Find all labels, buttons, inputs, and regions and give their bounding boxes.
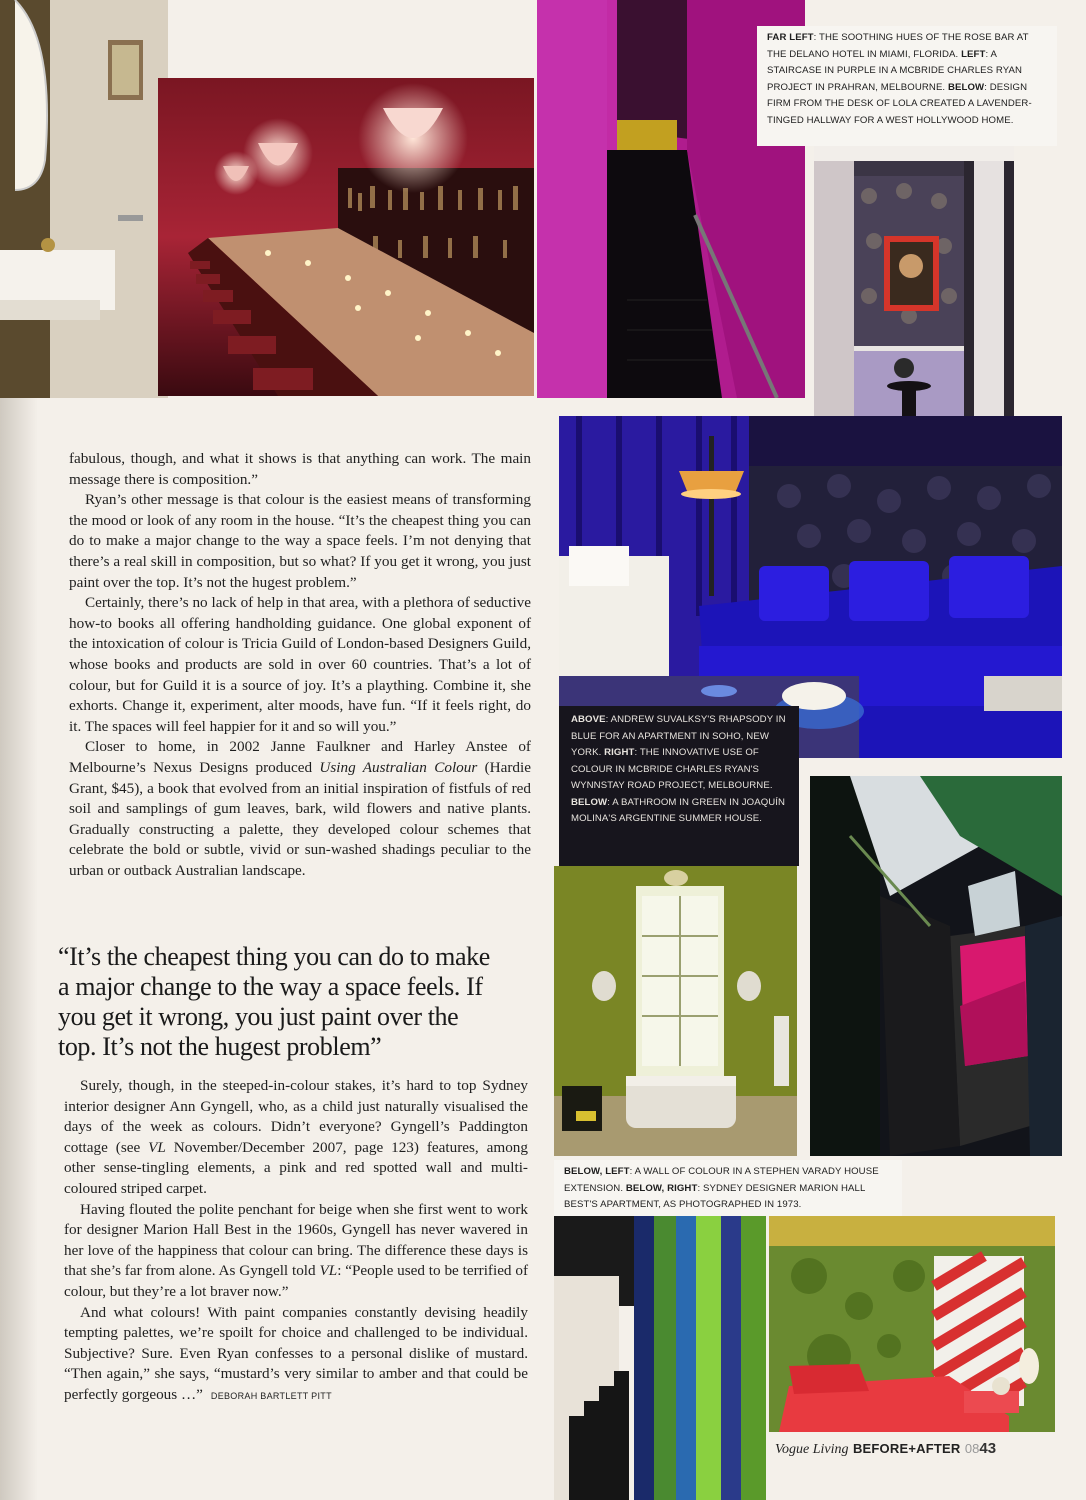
paragraph: Surely, though, in the steeped-in-colour stakes, it’s hard to top Sydney interior designer Ann Gyngell, who, as a child just naturally visualised the days of the week as colours. Didn’t everyone? Gyngell’s Paddington cottage (see VL November/December 2007, page 123) features, among other sense-tingling elements, a pink and red spotted wall and multi-coloured striped carpet. [64, 1077, 528, 1197]
book-title: Using Australian Colour [319, 758, 478, 776]
section-name: BEFORE+AFTER [852, 1441, 961, 1456]
photo-lavender-hallway [814, 146, 1014, 448]
article-body-lower [64, 1076, 528, 1407]
photo-green-bathroom [554, 866, 797, 1156]
page-footer [775, 1440, 996, 1458]
pull-quote: “It’s the cheapest thing you can do to make a major change to the way a space feels. If you get it wrong, you just paint over the top. It’s not the hugest problem” [58, 942, 490, 1061]
photo-wynnstay-road [810, 776, 1062, 1156]
photo-marion-hall-best-apartment [769, 1216, 1055, 1432]
paragraph: Having flouted the polite penchant for beige when she first went to work for designer Marion Hall Best in the 1960s, Gyngell has never wavered in her love of the happiness that colour can bring. The difference these days is that she’s far from alone. As Gyngell told VL: “People used to be terrified of colour, but they’re a lot braver now.” [64, 1200, 529, 1300]
magazine-name: Vogue Living [775, 1442, 849, 1457]
page-number: 43 [979, 1440, 997, 1457]
photo-rose-bar [158, 78, 534, 396]
author-byline: DEBORAH BARTLETT PITT [210, 1390, 332, 1401]
caption-middle: ABOVE: ANDREW SUVALKSY'S RHAPSODY IN BLUE FOR AN APARTMENT IN SOHO, NEW YORK. RIGHT: THE INNOVATIVE USE OF COLOUR IN MCBRIDE CHARLES RYAN'S WYNNSTAY ROAD PROJECT, MELBOURNE. BELOW: A BATHROOM IN GREEN IN JOAQUÍN MOLINA'S ARGENTINE SUMMER HOUSE. [559, 706, 799, 866]
page-gutter-shadow [0, 398, 38, 1500]
issue-number: 08 [964, 1441, 980, 1456]
paragraph: fabulous, though, and what it shows is that anything can work. The main message there is composition.” [69, 450, 531, 488]
paragraph: Closer to home, in 2002 Janne Faulkner and Harley Anstee of Melbourne’s Nexus Designs produced Using Australian Colour (Hardie Grant, $45), a book that evolved from an initial inspiration of fistfuls of red soil and samplings of gum leaves, bark, wild flowers and native plants. Gradually constructing a palette, they developed colour schemes that celebrate the bold or subtle, vivid or sun-washed shadings peculiar to the urban or outback Australian landscape. [69, 738, 531, 879]
paragraph: Ryan’s other message is that colour is the easiest means of transforming the mood or look of any room in the house. “It’s the cheapest thing you can do to make a major change to the way a space feels. I’m not denying that there’s a real skill in composition, but so what? If you get it wrong, you just paint over the top. It’s not the hugest problem.” [69, 491, 531, 591]
photo-bathroom-corner [0, 0, 168, 398]
article-body-upper [69, 449, 531, 881]
photo-stripe-wall [554, 1216, 766, 1500]
caption-bottom: BELOW, LEFT: A WALL OF COLOUR IN A STEPHEN VARADY HOUSE EXTENSION. BELOW, RIGHT: SYDNEY DESIGNER MARION HALL BEST'S APARTMENT, AS PHOTOGRAPHED IN 1973. [554, 1160, 902, 1216]
paragraph: And what colours! With paint companies constantly devising headily tempting palettes, we’re spoilt for choice and challenged to be individual. Subjective? Sure. Even Ryan confesses to a personal dislike of mustard. “Then again,” she says, “mustard’s very similar to amber and that could be perfectly gorgeous …” DEBORAH BARTLETT PITT [64, 1303, 528, 1403]
caption-top: FAR LEFT: THE SOOTHING HUES OF THE ROSE BAR AT THE DELANO HOTEL IN MIAMI, FLORIDA. LEFT: A STAIRCASE IN PURPLE IN A MCBRIDE CHARLES RYAN PROJECT IN PRAHRAN, MELBOURNE. BELOW: DESIGN FIRM FROM THE DESK OF LOLA CREATED A LAVENDER-TINGED HALLWAY FOR A WEST HOLLYWOOD HOME. [757, 26, 1057, 146]
paragraph: Certainly, there’s no lack of help in that area, with a plethora of seductive how-to books all offering handholding guidance. One global exponent of the intoxication of colour is Tricia Guild of London-based Designers Guild, whose books and products are sold in over 60 countries. That’s a lot of colour, but for Guild it is a source of joy. It’s a plaything. Combine it, she exhorts. Change it, experiment, alter moods, have fun. “If it feels right, do it. The spaces will feel happier for it and so will you.” [69, 594, 531, 735]
